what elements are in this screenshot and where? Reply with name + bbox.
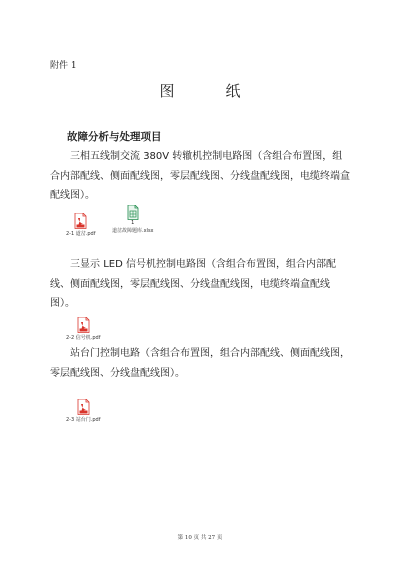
attachment-excel-question-bank[interactable] <box>112 205 154 234</box>
section-title: 故障分析与处理项目 <box>67 131 162 143</box>
paragraph-platform-door-circuit <box>50 344 352 383</box>
page-title: 图 纸 <box>159 82 259 100</box>
paragraph-text: 信号机控制电路图（含组合布置图，组合内部配线、侧面配线图，零层配线图、分线盘配线图，电缆终端盒配线图）。 <box>50 259 336 309</box>
paragraph-text: 转辙机控制电路图（含组合布置图，组合内部配线、侧面配线图，零层配线图、分线盘配线图，电缆终端盒配线图）。 <box>50 151 350 201</box>
pdf-file-icon <box>74 213 87 229</box>
attachment-name: 2-3 站台门.pdf <box>66 417 101 423</box>
paragraph-text: 三相五线制交流 <box>70 151 144 162</box>
attachment-number: 1 <box>131 220 135 226</box>
pdf-file-icon <box>77 317 90 333</box>
paragraph-text: 三显示 <box>70 259 104 270</box>
excel-file-icon <box>127 205 139 220</box>
attachment-name: 2-2 信号机.pdf <box>66 335 101 341</box>
pdf-file-icon <box>77 399 90 415</box>
attachment-name: 道岔故障题库.xlsx <box>112 228 154 234</box>
paragraph-latin: 380V <box>143 151 170 162</box>
paragraph-latin: LED <box>103 259 123 270</box>
page-footer: 第 10 页 共 27 页 <box>177 535 223 541</box>
attachment-pdf-turnout[interactable] <box>66 213 95 237</box>
paragraph-text: 站台门控制电路（含组合布置图，组合内部配线、侧面配线图，零层配线图、分线盘配线图）。 <box>50 348 350 379</box>
paragraph-signal-circuit <box>50 255 352 314</box>
attachment-pdf-signal[interactable] <box>66 317 100 341</box>
attachment-name: 2-1 道岔.pdf <box>66 231 96 237</box>
paragraph-turnout-circuit <box>50 147 352 206</box>
attachment-pdf-platform-door[interactable] <box>66 399 100 423</box>
annex-label: 附件 1 <box>50 61 77 71</box>
